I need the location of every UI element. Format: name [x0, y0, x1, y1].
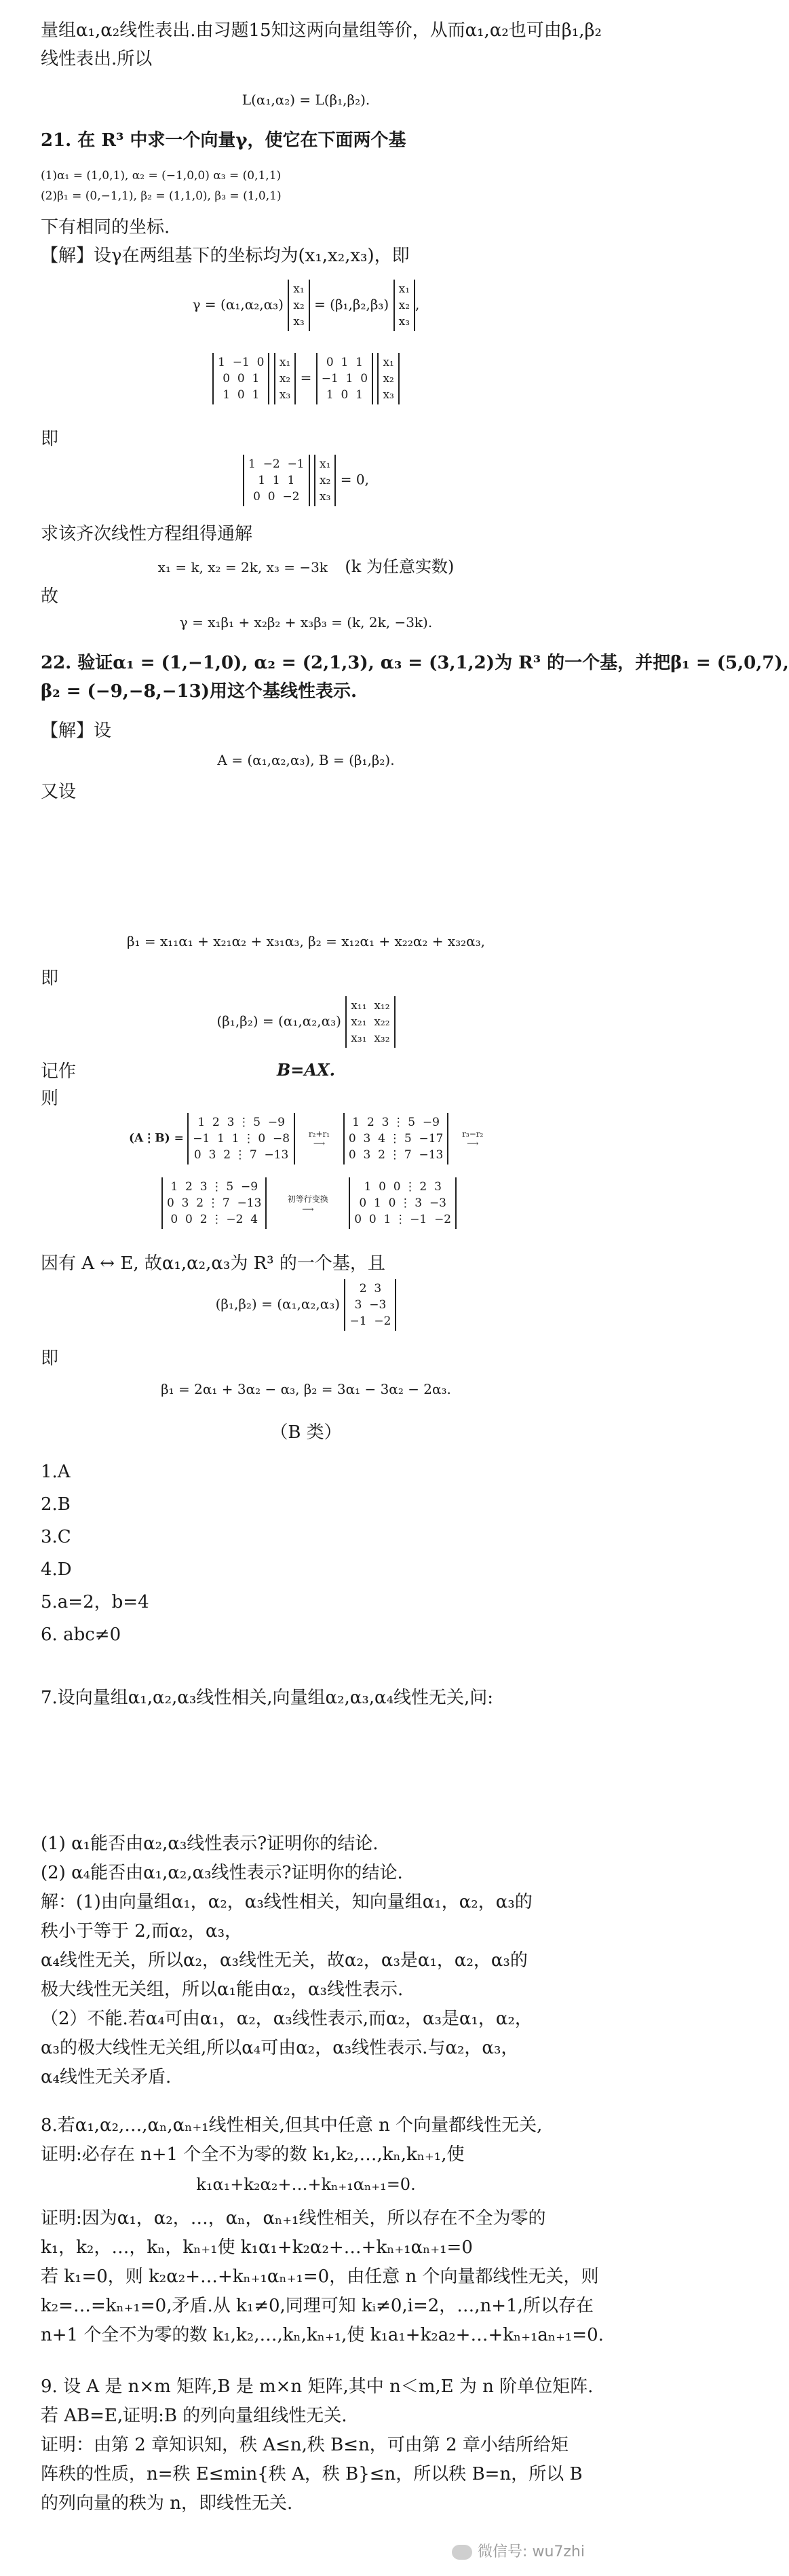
answer-3: 3.C	[41, 1527, 71, 1547]
p21-eq1-left: γ = (α₁,α₂,α₃)	[192, 296, 284, 313]
p21-solution-line	[0, 553, 612, 577]
p22-aug-matrix-1: 1 2 3 ⋮ 5 −9 −1 1 1 ⋮ 0 −8 0 3 2 ⋮ 7 −13	[187, 1113, 295, 1164]
p21-eq1-mid: = (β₁,β₂,β₃)	[314, 296, 389, 313]
p21-basis-1: (1)α₁ = (1,0,1), α₂ = (−1,0,0) α₃ = (0,1,1)	[41, 169, 282, 183]
p21-solution-intro: 【解】设γ在两组基下的坐标均为(x₁,x₂,x₃)，即	[41, 246, 410, 266]
p21-matrix-c: 1 −2 −1 1 1 1 0 0 −2	[243, 455, 310, 506]
p22-matrix-r: 2 3 3 −3 −1 −2	[344, 1279, 396, 1331]
p21-basis-2: (2)β₁ = (0,−1,1), β₂ = (1,1,0), β₃ = (1,0,1)	[41, 189, 282, 203]
section-b-heading: （B 类）	[270, 1422, 342, 1443]
q9-line-2: 若 AB=E,证明:B 的列向量组线性无关.	[41, 2406, 347, 2426]
q8-proof-2: k₁，k₂，…，kₙ，kₙ₊₁使 k₁α₁+k₂α₂+…+kₙ₊₁αₙ₊₁=0	[41, 2237, 473, 2258]
p21-vec-x-5: x₁ x₂ x₃	[314, 455, 336, 506]
p21-vec-x-4: x₁ x₂ x₃	[377, 353, 399, 404]
answer-1: 1.A	[41, 1462, 71, 1482]
p21-matrix-b: 0 1 1 −1 1 0 1 0 1	[316, 353, 373, 404]
wechat-watermark	[452, 2540, 585, 2561]
q8-proof-1: 证明:因为α₁，α₂，…，αₙ，αₙ₊₁线性相关，所以存在不全为零的	[41, 2208, 546, 2229]
q7-solution-6: α₃的极大线性无关组,所以α₄可由α₂，α₃线性表示.与α₂，α₃，	[41, 2038, 519, 2058]
p21-vec-x-2: x₁ x₂ x₃	[393, 280, 415, 331]
q7-title: 7.设向量组α₁,α₂,α₃线性相关,向量组α₂,α₃,α₄线性无关,问:	[41, 1688, 494, 1708]
p22-eq-mat-left: (β₁,β₂) = (α₁,α₂,α₃)	[216, 1012, 341, 1029]
p22-conclusion-1: 因有 A ↔ E, 故α₁,α₂,α₃为 R³ 的一个基，且	[41, 1253, 385, 1274]
p22-arrow-2: r₃−r₂ ⟶	[462, 1129, 484, 1148]
q8-proof-4: k₂=…=kₙ₊₁=0,矛盾.从 k₁≠0,同理可知 kᵢ≠0,i=2，…,n+1,所以存在	[41, 2296, 594, 2316]
q7-solution-2: 秩小于等于 2,而α₂，α₃，	[41, 1921, 243, 1942]
p21-ji: 即	[41, 429, 59, 449]
p22-title: 22. 验证α₁ = (1,−1,0), α₂ = (2,1,3), α₃ = (3,1,2)为 R³ 的一个基，并把β₁ = (5,0,7),	[41, 653, 789, 673]
p22-youshe: 又设	[41, 782, 77, 802]
p22-line-2: β₂ = (−9,−8,−13)用这个基线性表示.	[41, 681, 358, 702]
q9-proof-1: 证明：由第 2 章知识知，秩 A≤n,秩 B≤n，可由第 2 章小结所给矩	[41, 2435, 569, 2455]
p21-solution: x₁ = k, x₂ = 2k, x₃ = −3k	[157, 559, 328, 575]
q8-equation: k₁α₁+k₂α₂+…+kₙ₊₁αₙ₊₁=0.	[196, 2175, 416, 2194]
q7-solution-5: （2）不能.若α₄可由α₁，α₂，α₃线性表示,而α₂，α₃是α₁，α₂，	[41, 2009, 533, 2029]
p22-eq-beta: β₁ = x₁₁α₁ + x₂₁α₂ + x₃₁α₃, β₂ = x₁₂α₁ + x₂₂α₂ + x₃₂α₃,	[126, 933, 486, 949]
q9-proof-2: 阵秩的性质，n=秩 E≤min{秩 A，秩 B}≤n，所以秩 B=n，所以 B	[41, 2464, 583, 2484]
p22-final: β₁ = 2α₁ + 3α₂ − α₃, β₂ = 3α₁ − 3α₂ − 2α₃.	[161, 1381, 451, 1397]
answer-4: 4.D	[41, 1559, 72, 1580]
p22-arrow-1: r₂+r₁ ⟶	[308, 1129, 330, 1148]
p21-line-3: 下有相同的坐标.	[41, 217, 170, 238]
p21-title: 21. 在 R³ 中求一个向量γ，使它在下面两个基	[41, 130, 406, 151]
p21-k-note: (k 为任意实数)	[345, 557, 455, 576]
p22-ze: 则	[41, 1088, 59, 1109]
p22-aug-label: (A⋮B) =	[129, 1131, 184, 1145]
p21-equation-3	[0, 455, 612, 506]
p22-eq-res-left: (β₁,β₂) = (α₁,α₂,α₃)	[215, 1295, 341, 1312]
q8-proof-5: n+1 个全不为零的数 k₁,k₂,…,kₙ,kₙ₊₁,使 k₁a₁+k₂a₂+…+kₙ₊₁aₙ₊₁=0.	[41, 2325, 604, 2345]
p22-bax: B=AX.	[277, 1060, 335, 1080]
p21-final: γ = x₁β₁ + x₂β₂ + x₃β₃ = (k, 2k, −3k).	[179, 614, 433, 630]
p22-aug-matrix-4: 1 0 0 ⋮ 2 3 0 1 0 ⋮ 3 −3 0 0 1 ⋮ −1 −2	[349, 1177, 457, 1229]
q7-question-1: (1) α₁能否由α₂,α₃线性表示?证明你的结论.	[41, 1834, 379, 1854]
p22-matrix-x: x₁₁ x₁₂ x₂₁ x₂₂ x₃₁ x₃₂	[345, 996, 395, 1048]
p22-arrow-3: 初等行变换 ⟶	[287, 1194, 328, 1214]
q7-solution-4: 极大线性无关组，所以α₁能由α₂，α₃线性表示.	[41, 1980, 404, 2000]
p21-eq-sign: =	[300, 369, 312, 386]
q7-solution-3: α₄线性无关，所以α₂，α₃线性无关，故α₂，α₃是α₁，α₂，α₃的	[41, 1950, 528, 1971]
q7-solution-1: 解：(1)由向量组α₁，α₂，α₃线性相关，知向量组α₁，α₂，α₃的	[41, 1892, 533, 1912]
p22-eq-matrix	[0, 996, 612, 1048]
p22-aug-row-1	[129, 1113, 585, 1164]
p21-matrix-a: 1 −1 0 0 0 1 1 0 1	[212, 353, 269, 404]
p22-aug-matrix-3: 1 2 3 ⋮ 5 −9 0 3 2 ⋮ 7 −13 0 0 2 ⋮ −2 4	[161, 1177, 267, 1229]
q9-title: 9. 设 A 是 n×m 矩阵,B 是 m×n 矩阵,其中 n＜m,E 为 n 阶单位矩阵.	[41, 2376, 594, 2397]
answer-6: 6. abc≠0	[41, 1625, 121, 1645]
intro-equation: L(α₁,α₂) = L(β₁,β₂).	[242, 92, 370, 108]
wechat-icon	[452, 2545, 472, 2560]
watermark-text: 微信号: wu7zhi	[478, 2543, 585, 2560]
p22-ji-2: 即	[41, 1348, 59, 1369]
q8-proof-3: 若 k₁=0，则 k₂α₂+…+kₙ₊₁αₙ₊₁=0，由任意 n 个向量都线性无关，则	[41, 2267, 599, 2287]
intro-line-1: 量组α₁,α₂线性表出.由习题15知这两向量组等价，从而α₁,α₂也可由β₁,β₂	[41, 20, 602, 41]
p22-ji: 即	[41, 968, 59, 989]
p22-solution-intro: 【解】设	[41, 721, 112, 741]
q9-proof-3: 的列向量的秩为 n，即线性无关.	[41, 2493, 293, 2514]
p21-gu: 故	[41, 586, 59, 607]
p21-solve-text: 求该齐次线性方程组得通解	[41, 524, 253, 544]
q8-title: 8.若α₁,α₂,…,αₙ,αₙ₊₁线性相关,但其中任意 n 个向量都线性无关,	[41, 2115, 543, 2136]
p21-equation-2	[0, 353, 612, 404]
answer-2: 2.B	[41, 1494, 71, 1515]
p22-jizuo: 记作	[41, 1061, 77, 1082]
p22-aug-matrix-2: 1 2 3 ⋮ 5 −9 0 3 4 ⋮ 5 −17 0 3 2 ⋮ 7 −13	[343, 1113, 448, 1164]
p22-def: A = (α₁,α₂,α₃), B = (β₁,β₂).	[217, 752, 395, 768]
q7-question-2: (2) α₄能否由α₁,α₂,α₃线性表示?证明你的结论.	[41, 1863, 403, 1883]
p21-vec-x-1: x₁ x₂ x₃	[288, 280, 309, 331]
q8-line-2: 证明:必存在 n+1 个全不为零的数 k₁,k₂,…,kₙ,kₙ₊₁,使	[41, 2144, 465, 2165]
p21-equation-1: γ = (α₁,α₂,α₃) x₁ x₂ x₃ = (β₁,β₂,β₃) x₁ x₂ x₃ ,	[0, 280, 612, 331]
answer-5: 5.a=2，b=4	[41, 1592, 149, 1612]
p21-eq2-tail: = 0,	[340, 471, 369, 488]
p21-vec-x-3: x₁ x₂ x₃	[274, 353, 296, 404]
q7-solution-7: α₄线性无关矛盾.	[41, 2067, 172, 2087]
p22-eq-result	[0, 1279, 612, 1331]
intro-line-2: 线性表出.所以	[41, 49, 153, 69]
p22-aug-row-2	[161, 1177, 585, 1229]
